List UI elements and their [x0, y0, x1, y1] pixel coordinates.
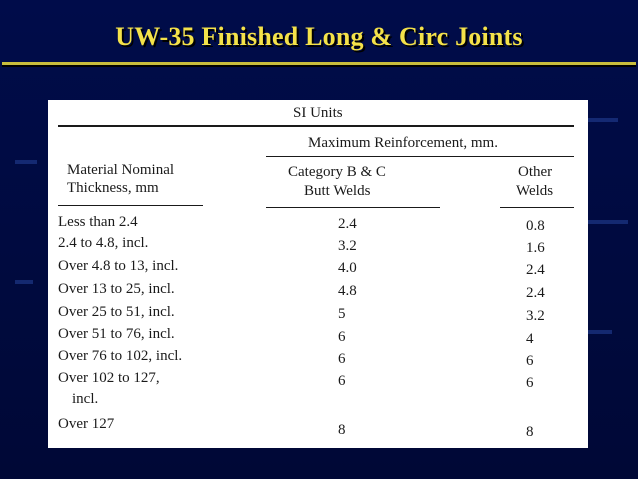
row-category-value: 6 — [338, 329, 346, 345]
row-thickness-label: Over 102 to 127, — [58, 370, 160, 386]
category-header-rule — [266, 207, 440, 208]
row-thickness-label: 2.4 to 4.8, incl. — [58, 235, 149, 251]
slide-title: UW-35 Finished Long & Circ Joints — [115, 22, 523, 51]
row-other-value: 1.6 — [526, 240, 545, 256]
row-other-value: 6 — [526, 353, 534, 369]
category-header-line1: Category B & C — [288, 164, 386, 180]
row-other-value: 8 — [526, 424, 534, 440]
row-category-value: 2.4 — [338, 216, 357, 232]
reinforcement-table-scan — [48, 100, 588, 448]
row-category-value: 3.2 — [338, 238, 357, 254]
row-other-value: 3.2 — [526, 308, 545, 324]
background-stripe — [588, 118, 618, 122]
row-thickness-label: Over 51 to 76, incl. — [58, 326, 175, 342]
row-other-value: 6 — [526, 375, 534, 391]
row-thickness-label: Over 13 to 25, incl. — [58, 281, 175, 297]
group-header-rule — [266, 156, 574, 157]
background-stripe — [15, 160, 37, 164]
category-header-line2: Butt Welds — [304, 183, 371, 199]
background-stripe — [588, 330, 612, 334]
row-category-value: 4.8 — [338, 283, 357, 299]
row-other-value: 4 — [526, 331, 534, 347]
background-stripe — [588, 220, 628, 224]
row-thickness-label: Over 25 to 51, incl. — [58, 304, 175, 320]
max-reinforcement-header: Maximum Reinforcement, mm. — [308, 135, 498, 151]
row-category-value: 4.0 — [338, 260, 357, 276]
row-thickness-label: Over 76 to 102, incl. — [58, 348, 183, 364]
row-category-value: 6 — [338, 351, 346, 367]
row-thickness-label-continued: incl. — [72, 391, 99, 407]
other-header-line2: Welds — [516, 183, 554, 199]
row-thickness-label: Less than 2.4 — [58, 214, 138, 230]
table-units-label: SI Units — [293, 105, 343, 121]
material-header-line1: Material Nominal — [67, 162, 175, 178]
background-stripe — [15, 280, 33, 284]
table-top-rule — [58, 125, 574, 127]
material-header-rule — [58, 205, 203, 206]
other-header-line1: Other — [518, 164, 553, 180]
title-underline-shadow — [2, 65, 636, 67]
row-other-value: 2.4 — [526, 285, 545, 301]
row-thickness-label: Over 4.8 to 13, incl. — [58, 258, 179, 274]
row-category-value: 5 — [338, 306, 346, 322]
other-header-rule — [500, 207, 574, 208]
row-other-value: 2.4 — [526, 262, 545, 278]
row-category-value: 6 — [338, 373, 346, 389]
row-category-value: 8 — [338, 422, 346, 438]
material-header-line2: Thickness, mm — [67, 180, 159, 196]
row-other-value: 0.8 — [526, 218, 545, 234]
row-thickness-label: Over 127 — [58, 416, 115, 432]
